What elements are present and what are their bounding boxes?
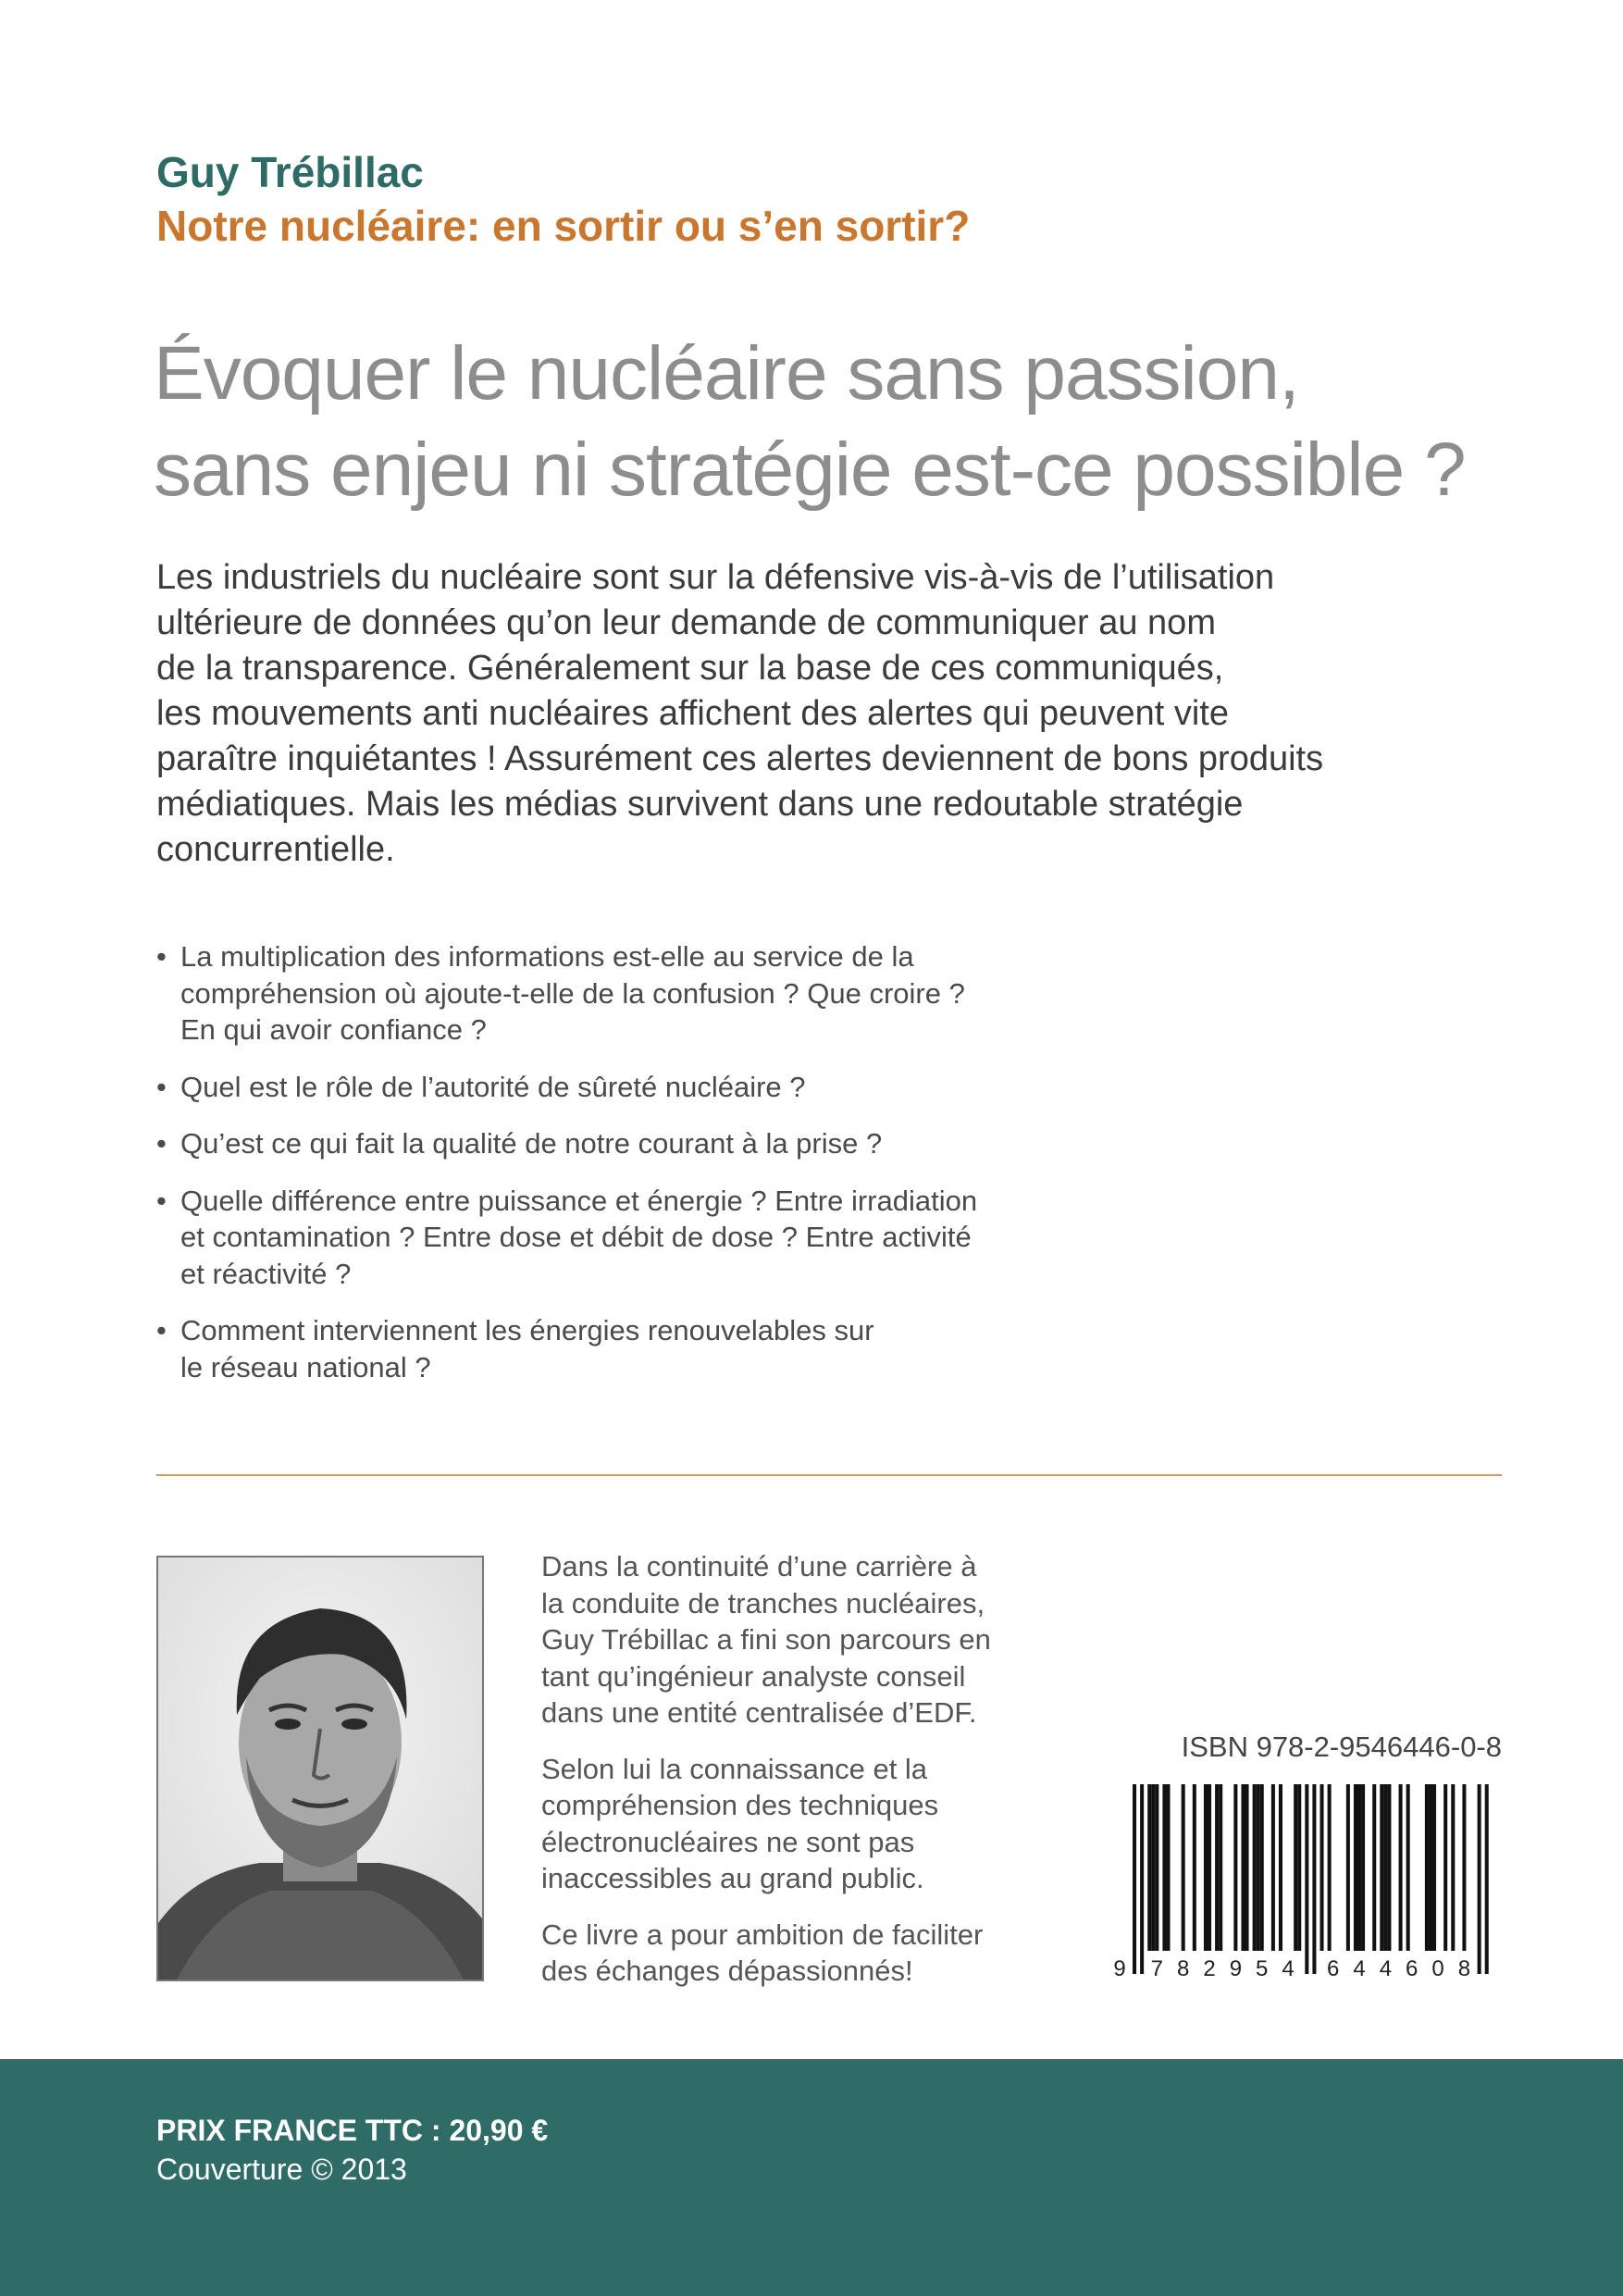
- barcode-digit: 8: [1457, 1956, 1471, 1979]
- bio-line: inaccessibles au grand public.: [541, 1862, 924, 1894]
- barcode-bar: [1478, 1784, 1481, 1974]
- section-divider: [156, 1474, 1502, 1476]
- barcode-bar: [1147, 1784, 1151, 1951]
- bio-paragraph: [541, 1751, 1059, 1897]
- barcode-bar: [1151, 1784, 1155, 1951]
- bio-line: Ce livre a pour ambition de faciliter: [541, 1917, 984, 1951]
- barcode-digit: 6: [1406, 1956, 1419, 1979]
- barcode-bar: [1451, 1784, 1455, 1951]
- barcode-bar: [1328, 1784, 1332, 1951]
- barcode-bar: [1305, 1784, 1308, 1974]
- barcode-digit: 4: [1379, 1956, 1393, 1979]
- barcode-bar: [1166, 1784, 1170, 1951]
- barcode-bar: [1215, 1784, 1219, 1951]
- barcode-digit: 0: [1431, 1956, 1444, 1979]
- barcode-bar: [1182, 1784, 1185, 1951]
- barcode-digit: 5: [1256, 1956, 1269, 1979]
- barcode-bar: [1432, 1784, 1436, 1951]
- question-line: et contamination ? Entre dose et débit de dose ? Entre activité: [180, 1221, 972, 1253]
- author-portrait-icon: [158, 1558, 482, 1980]
- bullet-icon: •: [156, 1314, 167, 1347]
- question-item: [156, 1069, 1082, 1106]
- bio-line: dans une entité centralisée d’EDF.: [541, 1696, 977, 1729]
- barcode-bar: [1193, 1784, 1196, 1951]
- barcode-digit: 8: [1177, 1956, 1190, 1979]
- tagline: [154, 326, 1466, 518]
- barcode-bar: [1361, 1784, 1365, 1951]
- bio-line: la conduite de tranches nucléaires,: [541, 1586, 985, 1620]
- author-photo: [156, 1556, 484, 1981]
- question-line: Comment interviennent les énergies renouvelables sur: [180, 1314, 874, 1347]
- barcode-bar: [1312, 1784, 1316, 1974]
- barcode-bar: [1140, 1784, 1144, 1974]
- barcode-bar: [1383, 1784, 1387, 1951]
- question-item: [156, 938, 1082, 1049]
- question-line: La multiplication des informations est-elle au service de la: [180, 940, 914, 973]
- question-item: [156, 1183, 1082, 1293]
- barcode-icon: [1110, 1784, 1508, 1979]
- barcode-digit: 4: [1353, 1956, 1366, 1979]
- barcode-digit: 9: [1113, 1956, 1126, 1979]
- bullet-icon: •: [156, 1184, 167, 1217]
- intro-line: médiatiques. Mais les médias survivent dans une redoutable stratégie: [156, 785, 1244, 824]
- barcode-bar: [1387, 1784, 1391, 1951]
- barcode-digit: 7: [1150, 1956, 1163, 1979]
- barcode-digit: 4: [1282, 1956, 1295, 1979]
- copyright-label: Couverture © 2013: [156, 2153, 407, 2186]
- barcode-bar: [1253, 1784, 1257, 1951]
- barcode-digit: 9: [1229, 1956, 1243, 1979]
- barcode-bar: [1294, 1784, 1297, 1951]
- barcode-bar: [1485, 1784, 1489, 1974]
- barcode-bar: [1204, 1784, 1208, 1951]
- author-bio: [541, 1548, 1059, 2009]
- barcode-digit: 2: [1203, 1956, 1216, 1979]
- barcode-bar: [1320, 1784, 1324, 1951]
- barcode-bar: [1133, 1784, 1136, 1974]
- barcode-bar: [1346, 1784, 1350, 1951]
- barcode-bar: [1219, 1784, 1222, 1951]
- bio-paragraph: [541, 1917, 1059, 1990]
- barcode-bar: [1233, 1784, 1237, 1951]
- intro-line: concurrentielle.: [156, 830, 395, 869]
- intro-line: les mouvements anti nucléaires affichent des alertes qui peuvent vite: [156, 694, 1229, 733]
- barcode-bar: [1357, 1784, 1361, 1951]
- bio-paragraph: [541, 1548, 1059, 1731]
- barcode-bar: [1372, 1784, 1376, 1951]
- question-item: [156, 1125, 1082, 1162]
- barcode-bar: [1354, 1784, 1357, 1951]
- intro-line: paraître inquiétantes ! Assurément ces alertes deviennent de bons produits: [156, 739, 1324, 778]
- isbn-label: ISBN 978-2-9546446-0-8: [1181, 1731, 1502, 1763]
- barcode-bar: [1297, 1784, 1301, 1951]
- intro-line: ultérieure de données qu’on leur demande de communiquer au nom: [156, 603, 1216, 642]
- intro-line: de la transparence. Généralement sur la base de ces communiqués,: [156, 649, 1224, 688]
- author-name: Guy Trébillac: [156, 148, 424, 196]
- bullet-icon: •: [156, 1070, 167, 1103]
- price-label: PRIX FRANCE TTC : 20,90 €: [156, 2114, 549, 2147]
- bio-line: compréhension des techniques: [541, 1789, 939, 1821]
- question-line: En qui avoir confiance ?: [180, 1013, 487, 1046]
- barcode-bar: [1245, 1784, 1249, 1951]
- barcode-bar: [1155, 1784, 1158, 1951]
- question-line: Qu’est ce qui fait la qualité de notre courant à la prise ?: [180, 1127, 883, 1160]
- barcode-bar: [1279, 1784, 1282, 1951]
- barcode-bar: [1425, 1784, 1429, 1951]
- tagline-line: Évoquer le nucléaire sans passion,: [154, 331, 1299, 416]
- bio-line: des échanges dépassionnés!: [541, 1955, 913, 1987]
- bio-line: tant qu’ingénieur analyste conseil: [541, 1659, 966, 1693]
- barcode-bar: [1241, 1784, 1245, 1951]
- intro-line: Les industriels du nucléaire sont sur la défensive vis-à-vis de l’utilisation: [156, 558, 1275, 597]
- tagline-line: sans enjeu ni stratégie est-ce possible ?: [154, 428, 1466, 512]
- question-line: le réseau national ?: [180, 1350, 431, 1384]
- question-line: Quel est le rôle de l’autorité de sûreté nucléaire ?: [180, 1070, 806, 1103]
- question-item: [156, 1312, 1082, 1385]
- barcode-bar: [1406, 1784, 1410, 1951]
- bio-line: Guy Trébillac a fini son parcours en: [541, 1623, 991, 1656]
- barcode-bar: [1462, 1784, 1466, 1951]
- question-line: Quelle différence entre puissance et énergie ? Entre irradiation: [180, 1184, 978, 1217]
- bio-line: Dans la continuité d’une carrière à: [541, 1550, 977, 1582]
- intro-paragraph: [156, 555, 1507, 873]
- question-list: [156, 938, 1082, 1406]
- barcode-bar: [1162, 1784, 1166, 1951]
- barcode-bar: [1399, 1784, 1403, 1951]
- barcode-bar: [1443, 1784, 1447, 1951]
- bio-line: électronucléaires ne sont pas: [541, 1825, 915, 1858]
- question-line: compréhension où ajoute-t-elle de la confusion ? Que croire ?: [180, 976, 965, 1010]
- question-line: et réactivité ?: [180, 1257, 352, 1290]
- barcode-bar: [1380, 1784, 1383, 1951]
- barcode-bar: [1260, 1784, 1264, 1951]
- barcode-digit: 6: [1327, 1956, 1340, 1979]
- book-title: Notre nucléaire: en sortir ou s’en sortir?: [156, 202, 971, 250]
- barcode-bar: [1208, 1784, 1211, 1951]
- barcode-bar: [1257, 1784, 1260, 1951]
- bullet-icon: •: [156, 1127, 167, 1160]
- barcode-bar: [1271, 1784, 1275, 1951]
- bullet-icon: •: [156, 940, 167, 973]
- bio-line: Selon lui la connaissance et la: [541, 1752, 928, 1785]
- barcode-bar: [1429, 1784, 1432, 1951]
